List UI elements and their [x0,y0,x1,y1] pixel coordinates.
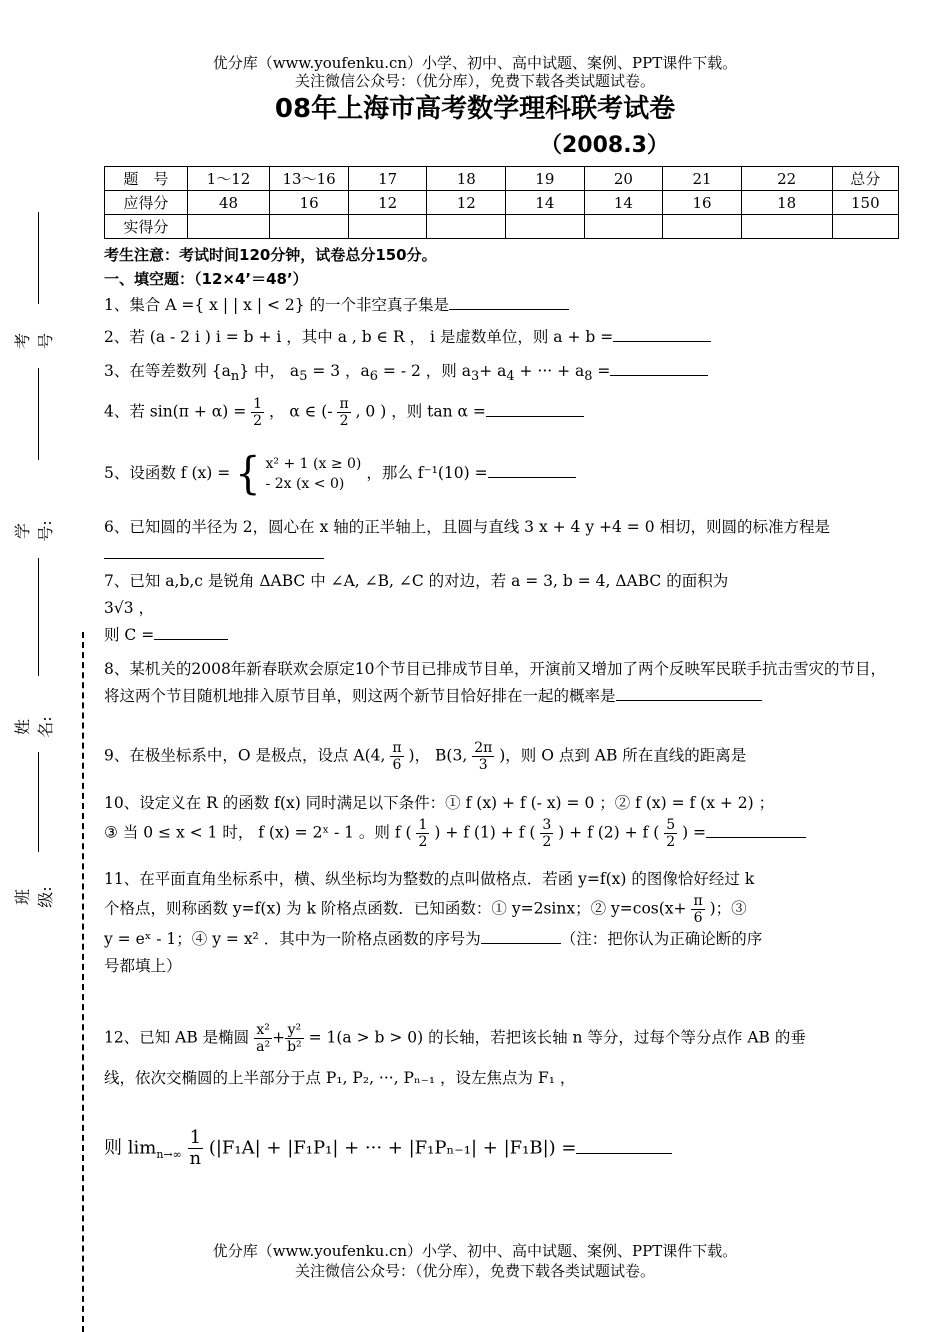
answer-blank[interactable] [488,463,576,478]
question-11: 11、在平面直角坐标系中，横、纵坐标均为整数的点叫做格点．若函 y=f(x) 的图像恰好经过 k 个格点，则称函数 y=f(x) 为 k 阶格点函数．已知函数：① y=2sinx；② y=cos(x+ $\frac{\pi}{6}$ )；③ y = eˣ - 1；④ y = x² ．其中为一阶格点函数的序号为 （注：把你认为正确论断的序 号都填上） [104,870,763,975]
table-cell[interactable] [270,215,349,239]
score-row-expected [105,191,899,215]
fraction: $\frac{1}{n}$ [189,1127,202,1169]
table-cell: 总分 [832,167,898,191]
question-6: 6、已知圆的半径为 2，圆心在 x 轴的正半轴上，且圆与直线 3 x + 4 y +4 = 0 相切，则圆的标准方程是 [104,514,899,568]
section-heading: 一、填空题：（12×4’＝48’） [104,270,308,288]
side-rule [38,212,39,304]
table-cell[interactable] [187,215,270,239]
question-12: 12、已知 AB 是椭圆 $\frac{\text{x²}}{\text{a²}}$ + $\frac{\text{y²}}{\text{b²}}$ = 1(a > b > 0) 的长轴，若把该长轴 n 等分，过每个等分点作 AB 的垂 线，依次交椭圆的上半部分于点 P₁, P₂, ···, Pₙ₋₁ ，设左焦点为 F₁ ， [104,1022,806,1087]
question-12-limit: 则 $\lim_{n\to\infty}$ $\frac{1}{n}$ (|F₁A| + |F₁P₁| + ··· + |F₁Pₙ₋₁| + |F₁B|) = [104,1128,899,1170]
table-cell[interactable] [741,215,832,239]
table-cell: 13～16 [270,167,349,191]
fraction: $\frac{\pi}{6}$ [693,893,703,926]
fraction: $\frac{1}{2}$ [253,396,263,429]
question-9: 9、在极坐标系中，O 是极点，设点 A(4, $\frac{\pi}{6}$ )， B(3, $\frac{2\pi}{3}$ )，则 O 点到 AB 所在直线的距离是 [104,740,747,773]
table-cell: 12 [427,191,506,215]
footer-line-2: 关注微信公众号：（优分库），免费下载各类试题试卷。 [294,1262,655,1280]
table-cell[interactable] [506,215,585,239]
answer-blank[interactable] [154,625,228,640]
side-label-name: 姓名: [13,716,55,738]
table-cell[interactable] [427,215,506,239]
side-rule [38,752,39,852]
side-label-exam-no: 考号 [13,333,55,350]
side-rule [38,558,39,676]
table-cell[interactable] [663,215,742,239]
table-cell: 14 [584,191,663,215]
table-cell: 18 [741,191,832,215]
side-label-class: 班级: [13,886,55,908]
fraction: $\frac{2\pi}{3}$ [474,740,493,773]
table-cell: 14 [506,191,585,215]
table-cell[interactable] [584,215,663,239]
header-line-2: 关注微信公众号：（优分库），免费下载各类试题试卷。 [294,72,655,90]
table-cell: 19 [506,167,585,191]
answer-blank[interactable] [104,544,324,559]
answer-blank[interactable] [706,823,806,838]
fraction: $\frac{\pi}{6}$ [392,740,402,773]
answer-blank[interactable] [576,1139,672,1154]
answer-blank[interactable] [481,929,561,944]
table-cell: 应得分 [105,191,188,215]
table-cell: 17 [348,167,427,191]
table-cell: 16 [270,191,349,215]
score-table [104,166,899,239]
answer-blank[interactable] [449,295,569,310]
table-cell: 48 [187,191,270,215]
side-rule [38,368,39,460]
fraction: $\frac{\text{x²}}{\text{a²}}$ [256,1022,271,1055]
question-1: 1、集合 A ={ x | | x | < 2} 的一个非空真子集是 [104,292,899,319]
score-row-actual [105,215,899,239]
answer-blank[interactable] [613,327,711,342]
answer-blank[interactable] [610,361,708,376]
table-cell: 18 [427,167,506,191]
piecewise: x² + 1 (x ≥ 0) - 2x (x < 0) [265,456,362,492]
brace: { [235,448,261,500]
question-2: 2、若 (a - 2 i ) i = b + i ，其中 a , b ∈ R ， i 是虚数单位，则 a + b = [104,324,899,351]
question-5: 5、设函数 f (x) = { x² + 1 (x ≥ 0) - 2x (x < 0) ，那么 f⁻¹(10) = [104,454,899,494]
table-cell: 22 [741,167,832,191]
fraction: $\frac{3}{2}$ [542,817,552,850]
binding-dashed-line [82,632,84,1332]
fraction: $\frac{\pi}{2}$ [339,396,349,429]
fraction: $\frac{1}{2}$ [418,817,428,850]
table-cell: 20 [584,167,663,191]
table-cell: 21 [663,167,742,191]
question-4: 4、若 sin(π + α) = $\frac{1}{2}$ ， α ∈ (- $\frac{\pi}{2}$ , 0 ) ，则 tan α = [104,396,899,429]
page-title: 08年上海市高考数学理科联考试卷 [274,94,676,124]
fraction: $\frac{5}{2}$ [666,817,676,850]
question-8: 8、某机关的2008年新春联欢会原定10个节目已排成节目单，开演前又增加了两个反映军民联手抗击雪灾的节目，将这两个节目随机地排入原节目单，则这两个新节目恰好排在一起的概率是 [104,660,887,705]
table-cell: 实得分 [105,215,188,239]
header-line-1: 优分库（www.youfenku.cn）小学、初中、高中试题、案例、PPT课件下载。 [212,54,738,72]
fraction: $\frac{\text{y²}}{\text{b²}}$ [287,1022,302,1055]
table-cell: 题 号 [105,167,188,191]
question-7: 7、已知 a,b,c 是锐角 ΔABC 中 ∠A, ∠B, ∠C 的对边，若 a = 3, b = 4, ΔABC 的面积为 3√3 ， 则 C = [104,572,729,644]
table-cell: 150 [832,191,898,215]
footer-line-1: 优分库（www.youfenku.cn）小学、初中、高中试题、案例、PPT课件下载。 [212,1242,738,1260]
question-10: 10、设定义在 R 的函数 f(x) 同时满足以下条件：① f (x) + f (- x) = 0 ；② f (x) = f (x + 2) ； ③ 当 0 ≤ x < 1 时， f (x) = 2ˣ - 1 。则 f ( $\frac{1}{2}$ ) + f (1) + f ( $\frac{3}{2}$ ) + f (2) + f ( $\frac{5}{2}$ ) = [104,790,899,850]
exam-notice: 考生注意：考试时间120分钟，试卷总分150分。 [104,246,437,264]
table-cell[interactable] [832,215,898,239]
table-cell: 16 [663,191,742,215]
table-cell: 1～12 [187,167,270,191]
answer-blank[interactable] [486,402,584,417]
question-3: 3、在等差数列 $\{a_n\}$ 中， $a_5 = 3$ ，$a_6$ = - 2 ，则 $a_3+ a_4$ + ··· + $a_8$ = [104,358,899,390]
side-label-student-no: 学号: [13,520,55,542]
page-subtitle: （2008.3） [540,133,669,158]
table-cell[interactable] [348,215,427,239]
answer-blank[interactable] [616,686,762,701]
table-cell: 12 [348,191,427,215]
score-row-header [105,167,899,191]
